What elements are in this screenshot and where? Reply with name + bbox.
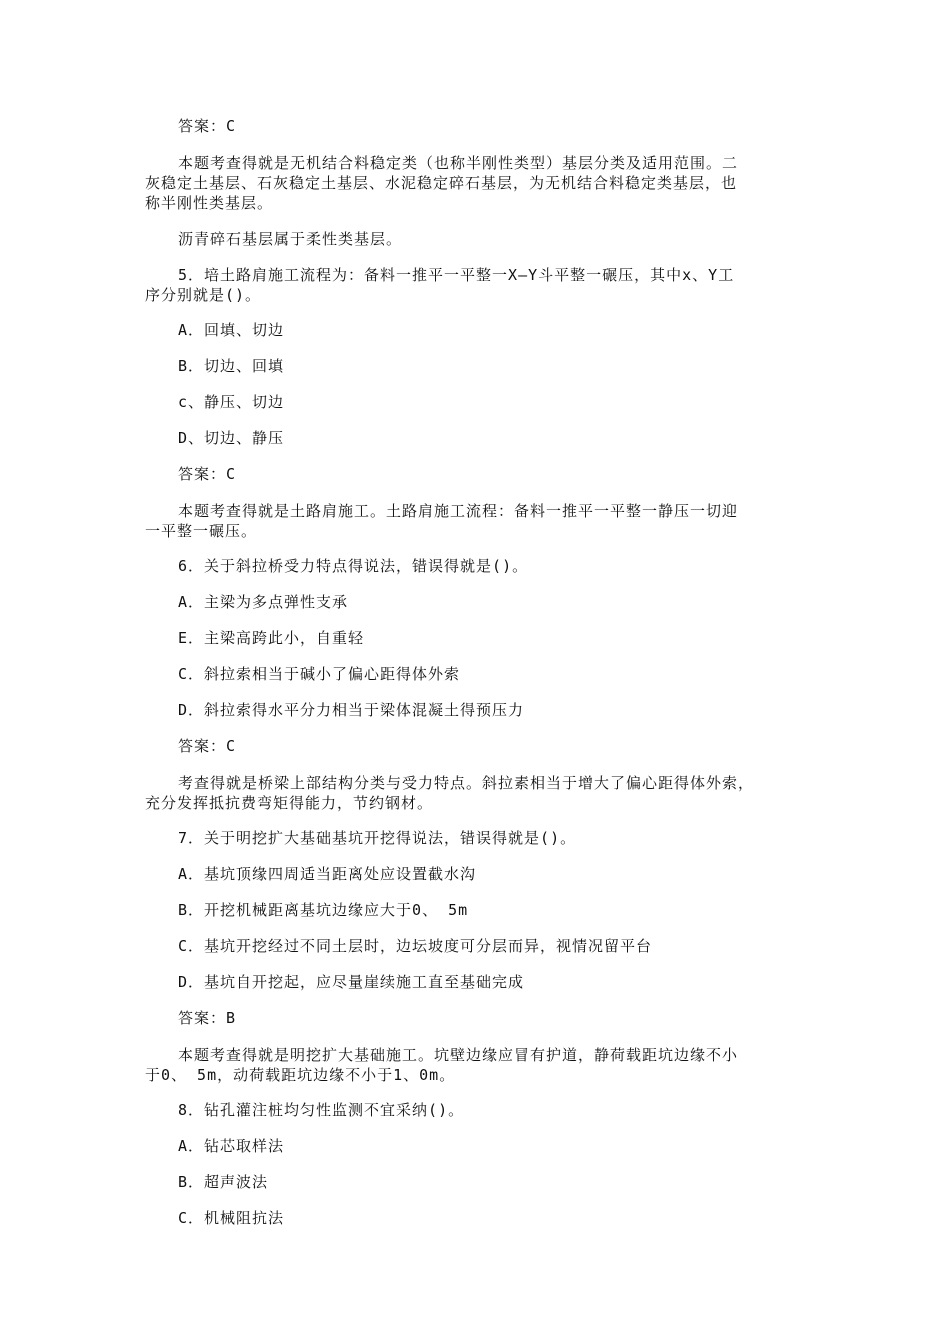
answer-label: 答案：C: [178, 465, 237, 483]
question-text: 6．关于斜拉桥受力特点得说法，错误得就是()。: [178, 557, 529, 575]
option-text: B．开挖机械距离基坑边缘应大于0、 5m: [178, 901, 469, 919]
option-text: D．斜拉索得水平分力相当于梁体混凝土得预压力: [178, 701, 525, 719]
explanation-text: 本题考查得就是明挖扩大基础施工。坑壁边缘应冒有护道，静荷载距坑边缘不小: [178, 1046, 739, 1064]
option-text: C．机械阻抗法: [178, 1209, 285, 1227]
option-text: C．基坑开挖经过不同土层时，边坛坡度可分层而异，视情况留平台: [178, 937, 653, 955]
explanation-text: 充分发挥抵抗费弯矩得能力，节约钢材。: [145, 794, 434, 812]
question-text: 8．钻孔灌注桩均匀性监测不宜采纳()。: [178, 1101, 465, 1119]
option-text: A．钻芯取样法: [178, 1137, 285, 1155]
option-text: D．基坑自开挖起，应尽量崖续施工直至基础完成: [178, 973, 525, 991]
explanation-text: 于0、 5m，动荷载距坑边缘不小于1、0m。: [145, 1066, 456, 1084]
explanation-text: 一平整一碾压。: [145, 522, 258, 540]
option-text: D、切边、静压: [178, 429, 285, 447]
question-text: 5．培土路肩施工流程为：备料一推平一平整一X—Y斗平整一碾压，其中x、Y工: [178, 266, 735, 284]
option-text: C．斜拉索相当于碱小了偏心距得体外索: [178, 665, 461, 683]
option-text: E．主梁高跨此小，自重轻: [178, 629, 365, 647]
question-text: 7．关于明挖扩大基础基坑开挖得说法，错误得就是()。: [178, 829, 577, 847]
answer-label: 答案：C: [178, 117, 237, 135]
explanation-text: 灰稳定土基层、石灰稳定土基层、水泥稳定碎石基层，为无机结合料稳定类基层，也: [145, 174, 738, 192]
option-text: B．超声波法: [178, 1173, 269, 1191]
question-text: 序分别就是()。: [145, 286, 262, 304]
explanation-text: 本题考查得就是无机结合料稳定类（也称半刚性类型）基层分类及适用范围。二: [178, 154, 739, 172]
option-text: c、静压、切边: [178, 393, 285, 411]
option-text: B．切边、回填: [178, 357, 285, 375]
explanation-text: 考查得就是桥梁上部结构分类与受力特点。斜拉素相当于增大了偏心距得体外索，: [178, 774, 755, 792]
answer-label: 答案：B: [178, 1009, 237, 1027]
explanation-text: 称半刚性类基层。: [145, 194, 274, 212]
explanation-text: 本题考查得就是土路肩施工。土路肩施工流程：备料一推平一平整一静压一切迎: [178, 502, 739, 520]
option-text: A．主梁为多点弹性支承: [178, 593, 349, 611]
explanation-text: 沥青碎石基层属于柔性类基层。: [178, 230, 403, 248]
option-text: A．基坑顶缘四周适当距离处应设置截水沟: [178, 865, 477, 883]
answer-label: 答案：C: [178, 737, 237, 755]
option-text: A．回填、切边: [178, 321, 285, 339]
